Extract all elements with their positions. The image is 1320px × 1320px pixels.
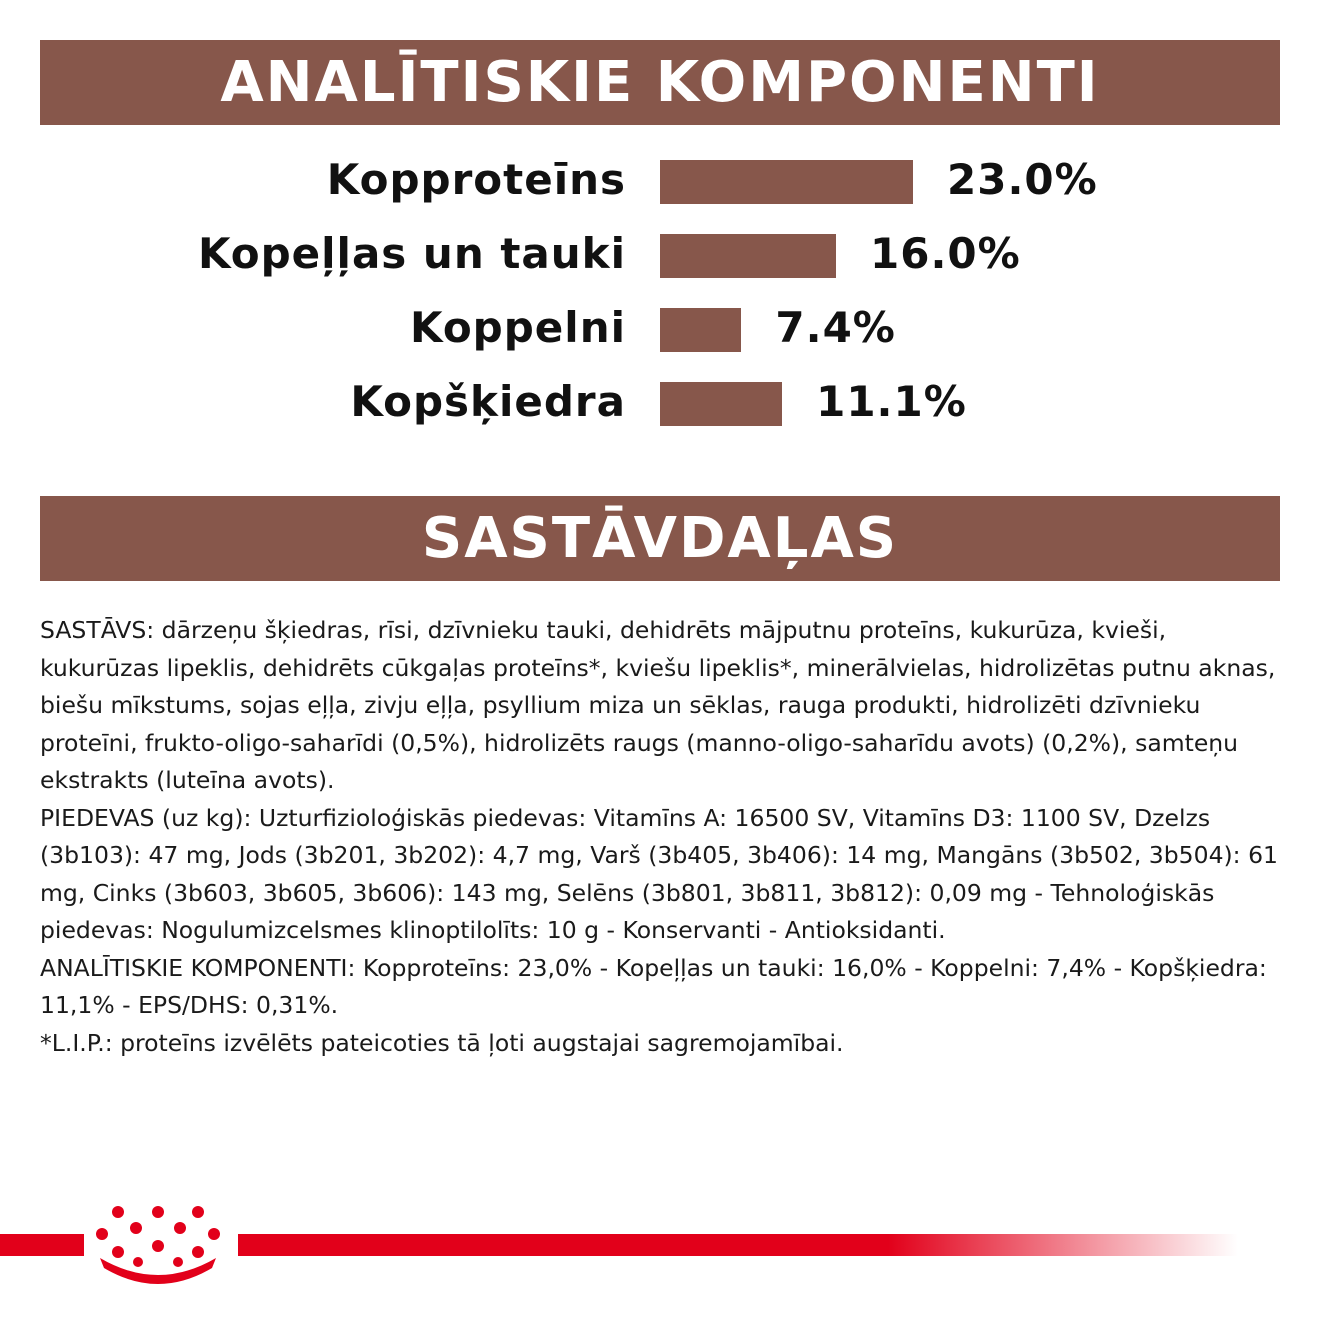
additives-paragraph: PIEDEVAS (uz kg): Uzturfizioloģiskās piedevas: Vitamīns A: 16500 SV, Vitamīns D3: 1100 SV, Dzelzs (3b103): 47 mg, Jods (3b201, 3b202): 4,7 mg, Varš (3b405, 3b406): 14 mg, Mangāns (3b502, 3b504): 61 mg, Cinks (3b603, 3b605, 3b606): 143 mg, Selēns (3b801, 3b811, 3b812): 0,09 mg - Tehnoloģiskās piedevas: Nogulumizcelsmes klinoptilolīts: 10 g - Konservanti - Antioksidanti. xyxy=(40,803,1278,944)
brand-line-left xyxy=(0,1234,84,1256)
chart-row xyxy=(0,372,1320,432)
ingredients-title: SASTĀVDAĻAS xyxy=(421,506,899,571)
chart-row xyxy=(0,298,1320,358)
chart-category-label: Kopšķiedra xyxy=(350,377,626,426)
chart-row xyxy=(0,224,1320,284)
chart-row xyxy=(0,150,1320,210)
analytic-components-banner xyxy=(40,40,1280,125)
chart-bar xyxy=(660,160,913,204)
chart-value-label: 23.0% xyxy=(947,155,1098,204)
chart-value-label: 16.0% xyxy=(870,229,1021,278)
chart-category-label: Kopeļļas un tauki xyxy=(197,229,626,278)
analytic-components-chart xyxy=(0,150,1320,470)
chart-category-label: Koppelni xyxy=(410,303,626,352)
analytic-paragraph: ANALĪTISKIE KOMPONENTI: Kopproteīns: 23,0% - Kopeļļas un tauki: 16,0% - Koppelni: 7,4% - Kopšķiedra: 11,1% - EPS/DHS: 0,31%. xyxy=(40,953,1267,1019)
footnote-paragraph: *L.I.P.: proteīns izvēlēts pateicoties tā ļoti augstajai sagremojamībai. xyxy=(40,1028,844,1057)
composition-paragraph: SASTĀVS: dārzeņu šķiedras, rīsi, dzīvnieku tauki, dehidrēts mājputnu proteīns, kukurūza, kvieši, kukurūzas lipeklis, dehidrēts cūkgaļas proteīns*, kviešu lipeklis*, minerālvielas, hidrolizētas putnu aknas, biešu mīkstums, sojas eļļa, zivju eļļa, psyllium miza un sēklas, rauga produkti, hidrolizēti dzīvnieku proteīni, frukto-oligo-saharīdi (0,5%), hidrolizēts raugs (manno-oligo-saharīdu avots) (0,2%), samteņu ekstrakts (luteīna avots). xyxy=(40,616,1276,794)
ingredients-text xyxy=(40,612,1280,1062)
chart-bar xyxy=(660,382,782,426)
chart-value-label: 7.4% xyxy=(775,303,896,352)
chart-value-label: 11.1% xyxy=(816,377,967,426)
brand-line-right xyxy=(238,1234,1238,1256)
crown-icon xyxy=(88,1196,228,1288)
chart-bar xyxy=(660,234,836,278)
ingredients-banner xyxy=(40,496,1280,581)
chart-category-label: Kopproteīns xyxy=(326,155,626,204)
analytic-components-title: ANALĪTISKIE KOMPONENTI xyxy=(220,50,1100,115)
chart-bar xyxy=(660,308,741,352)
